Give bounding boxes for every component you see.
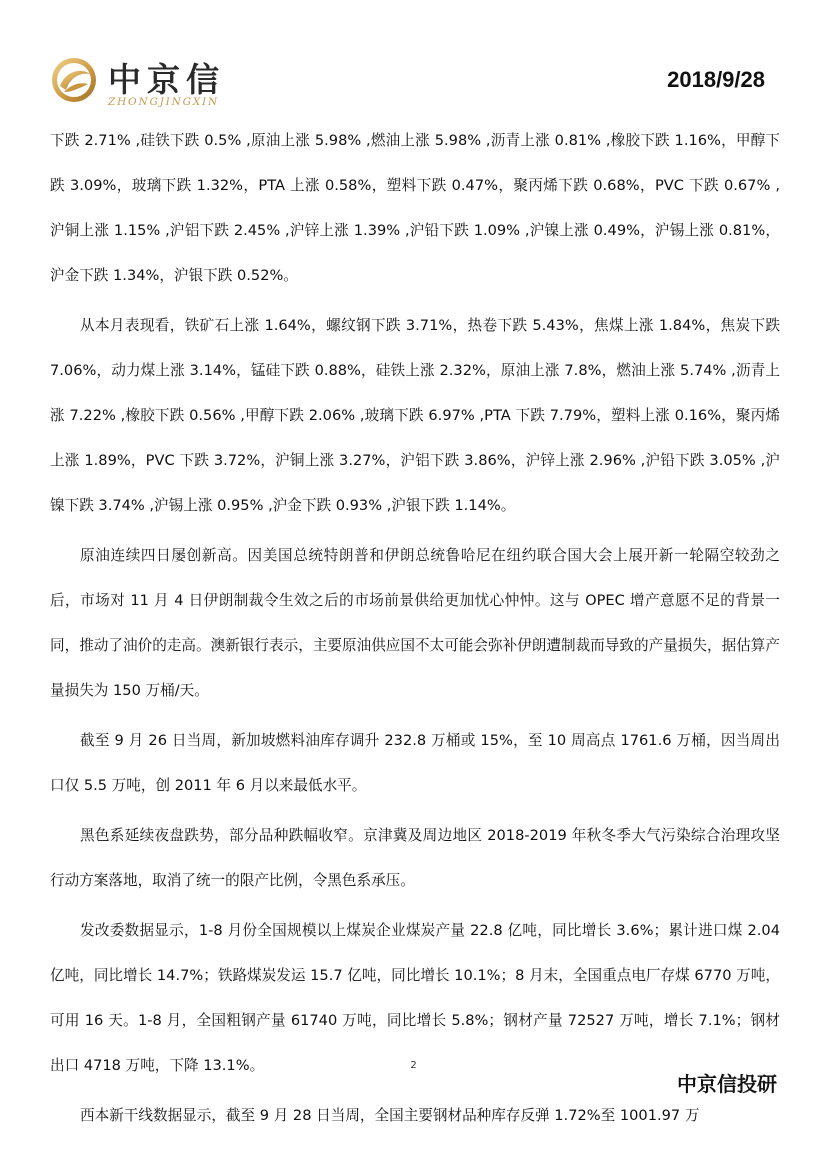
paragraph-5: 黑色系延续夜盘跌势，部分品种跌幅收窄。京津冀及周边地区 2018-2019 年秋冬季大气污染综合治理攻坚行动方案落地，取消了统一的限产比例，令黑色系承压。 bbox=[50, 827, 780, 889]
paragraph-7: 西本新干线数据显示，截至 9 月 28 日当周，全国主要钢材品种库存反弹 1.72%至 1001.97 万 bbox=[80, 1107, 700, 1124]
logo-emblem-icon bbox=[50, 56, 98, 104]
paragraph-6: 发改委数据显示，1-8 月份全国规模以上煤炭企业煤炭产量 22.8 亿吨，同比增长 3.6%；累计进口煤 2.04 亿吨，同比增长 14.7%；铁路煤炭发运 15.7 亿吨，同比增长 10.1%；8 月末，全国重点电厂存煤 6770 万吨，可用 16 天。1-8 月，全国粗钢产量 61740 万吨，同比增长 5.8%；钢材产量 72527 万吨，增长 7.1%；钢材出口 4718 万吨，下降 13.1%。 bbox=[50, 922, 780, 1074]
paragraph-1: 下跌 2.71% ,硅铁下跌 0.5% ,原油上涨 5.98% ,燃油上涨 5.98% ,沥青上涨 0.81% ,橡胶下跌 1.16%，甲醇下跌 3.09%，玻璃下跌 1.32%，PTA 上涨 0.58%，塑料下跌 0.47%，聚丙烯下跌 0.68%，PVC 下跌 0.67% ,沪铜上涨 1.15% ,沪铝下跌 2.45% ,沪锌上涨 1.39% ,沪铅下跌 1.09% ,沪镍上涨 0.49%，沪锡上涨 0.81%，沪金下跌 1.34%，沪银下跌 0.52%。 bbox=[50, 132, 780, 284]
paragraph-4: 截至 9 月 26 日当周，新加坡燃料油库存调升 232.8 万桶或 15%，至 10 周高点 1761.6 万桶，因当周出口仅 5.5 万吨，创 2011 年 6 月以来最低水平。 bbox=[50, 732, 780, 794]
logo-english-name: ZHONGJINGXIN bbox=[108, 96, 219, 108]
report-date: 2018/9/28 bbox=[667, 67, 765, 92]
report-body bbox=[50, 118, 780, 1143]
paragraph-2: 从本月表现看，铁矿石上涨 1.64%，螺纹钢下跌 3.71%，热卷下跌 5.43%，焦煤上涨 1.84%，焦炭下跌 7.06%，动力煤上涨 3.14%，锰硅下跌 0.88%，硅铁上涨 2.32%，原油上涨 7.8%，燃油上涨 5.74% ,沥青上涨 7.22% ,橡胶下跌 0.56% ,甲醇下跌 2.06% ,玻璃下跌 6.97% ,PTA 下跌 7.79%，塑料上涨 0.16%，聚丙烯上涨 1.89%，PVC 下跌 3.72%，沪铜上涨 3.27%，沪铝下跌 3.86%，沪锌上涨 2.96% ,沪铅下跌 3.05% ,沪镍下跌 3.74% ,沪锡上涨 0.95% ,沪金下跌 0.93% ,沪银下跌 1.14%。 bbox=[50, 317, 780, 514]
footer-brand: 中京信投研 bbox=[677, 1072, 777, 1096]
company-logo bbox=[50, 52, 240, 122]
paragraph-3: 原油连续四日屡创新高。因美国总统特朗普和伊朗总统鲁哈尼在纽约联合国大会上展开新一轮隔空较劲之后，市场对 11 月 4 日伊朗制裁令生效之后的市场前景供给更加忧心忡忡。这与 OPEC 增产意愿不足的背景一同，推动了油价的走高。澳新银行表示，主要原油供应国不太可能会弥补伊朗遭制裁而导致的产量损失，据估算产量损失为 150 万桶/天。 bbox=[50, 547, 780, 699]
page-header bbox=[0, 0, 827, 120]
logo-chinese-name: 中京信 bbox=[108, 60, 225, 99]
page-number: 2 bbox=[410, 1060, 417, 1071]
